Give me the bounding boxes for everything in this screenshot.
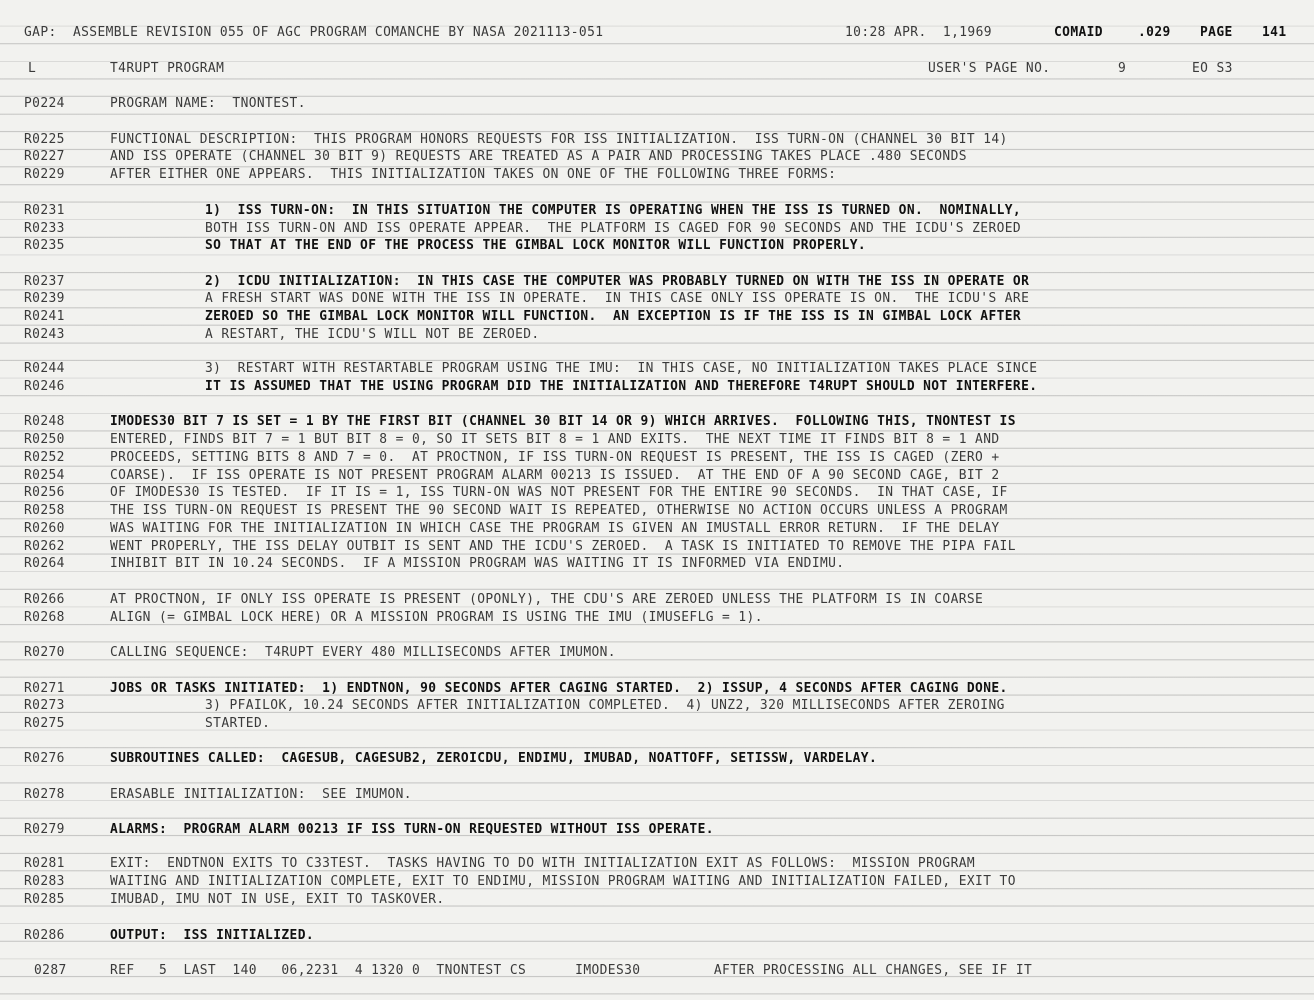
listing-line: [0, 502, 1314, 520]
listing-line: [0, 378, 1314, 396]
listing-line: [0, 855, 1314, 873]
listing-line: [0, 927, 1314, 945]
line-text: IMODES30 BIT 7 IS SET = 1 BY THE FIRST BIT (CHANNEL 30 BIT 14 OR 9) WHICH ARRIVES. FOLLOWING THIS, TNONTEST IS: [110, 414, 1016, 429]
listing-line: [0, 148, 1314, 166]
sequence-number: R0270: [24, 645, 65, 660]
line-text: ENTERED, FINDS BIT 7 = 1 BUT BIT 8 = 0, SO IT SETS BIT 8 = 1 AND EXITS. THE NEXT TIME IT FINDS BIT 8 = 1 AND: [110, 432, 1000, 447]
sequence-number: R0266: [24, 592, 65, 607]
line-text: ZEROED SO THE GIMBAL LOCK MONITOR WILL FUNCTION. AN EXCEPTION IS IF THE ISS IS IN GIMBAL LOCK AFTER: [205, 309, 1022, 324]
sequence-number: R0268: [24, 610, 65, 625]
listing-line: [0, 715, 1314, 733]
subheader-line: [0, 60, 1314, 78]
listing-line: [0, 555, 1314, 573]
listing-line: [0, 273, 1314, 291]
listing-line: [0, 962, 1314, 980]
sequence-number: R0279: [24, 822, 65, 837]
sequence-number: R0258: [24, 503, 65, 518]
line-text: SO THAT AT THE END OF THE PROCESS THE GIMBAL LOCK MONITOR WILL FUNCTION PROPERLY.: [205, 238, 867, 253]
listing-line: [0, 520, 1314, 538]
sequence-number: R0250: [24, 432, 65, 447]
listing-line: [0, 680, 1314, 698]
line-text: PROCEEDS, SETTING BITS 8 AND 7 = 0. AT PROCTNON, IF ISS TURN-ON REQUEST IS PRESENT, THE ISS IS CAGED (ZERO +: [110, 450, 1000, 465]
listing-line: [0, 166, 1314, 184]
sequence-number: R0262: [24, 539, 65, 554]
listing-line: [0, 360, 1314, 378]
sequence-number: R0231: [24, 203, 65, 218]
listing-line: [0, 413, 1314, 431]
sequence-number: R0244: [24, 361, 65, 376]
listing-line: [0, 290, 1314, 308]
subheader-program: T4RUPT PROGRAM: [110, 61, 225, 76]
listing-line: [0, 220, 1314, 238]
sequence-number: R0241: [24, 309, 65, 324]
line-text: A FRESH START WAS DONE WITH THE ISS IN OPERATE. IN THIS CASE ONLY ISS OPERATE IS ON. THE ICDU'S ARE: [205, 291, 1030, 306]
line-text: IMUBAD, IMU NOT IN USE, EXIT TO TASKOVER.: [110, 892, 445, 907]
line-text: CALLING SEQUENCE: T4RUPT EVERY 480 MILLISECONDS AFTER IMUMON.: [110, 645, 616, 660]
line-text: STARTED.: [205, 716, 271, 731]
sequence-number: R0248: [24, 414, 65, 429]
listing-line: [0, 891, 1314, 909]
listing-line: [0, 644, 1314, 662]
listing-line: [0, 821, 1314, 839]
header-time: 10:28 APR. 1,1969: [845, 25, 992, 40]
line-text: AND ISS OPERATE (CHANNEL 30 BIT 9) REQUESTS ARE TREATED AS A PAIR AND PROCESSING TAKES PLACE .480 SECONDS: [110, 149, 967, 164]
line-text: WAS WAITING FOR THE INITIALIZATION IN WHICH CASE THE PROGRAM IS GIVEN AN IMUSTALL ERROR RETURN. IF THE DELAY: [110, 521, 1000, 536]
line-text: 3) RESTART WITH RESTARTABLE PROGRAM USING THE IMU: IN THIS CASE, NO INITIALIZATION TAKES PLACE SINCE: [205, 361, 1038, 376]
line-text: ERASABLE INITIALIZATION: SEE IMUMON.: [110, 787, 412, 802]
line-text: ALIGN (= GIMBAL LOCK HERE) OR A MISSION PROGRAM IS USING THE IMU (IMUSEFLG = 1).: [110, 610, 763, 625]
header-comaid: COMAID: [1054, 25, 1103, 40]
sequence-number: 0287: [34, 963, 67, 978]
sequence-number: R0237: [24, 274, 65, 289]
listing-line: [0, 326, 1314, 344]
listing-line: [0, 873, 1314, 891]
listing-line: [0, 484, 1314, 502]
sequence-number: R0254: [24, 468, 65, 483]
line-text: REF 5 LAST 140 06,2231 4 1320 0 TNONTEST CS IMODES30 AFTER PROCESSING ALL CHANGES, SEE IF IT: [110, 963, 1033, 978]
line-text: PROGRAM NAME: TNONTEST.: [110, 96, 306, 111]
header-assembly-title: GAP: ASSEMBLE REVISION 055 OF AGC PROGRAM COMANCHE BY NASA 2021113-051: [24, 25, 604, 40]
line-text: THE ISS TURN-ON REQUEST IS PRESENT THE 90 SECOND WAIT IS REPEATED, OTHERWISE NO ACTION OCCURS UNLESS A PROGRAM: [110, 503, 1008, 518]
sequence-number: R0264: [24, 556, 65, 571]
line-text: OUTPUT: ISS INITIALIZED.: [110, 928, 315, 943]
line-text: AT PROCTNON, IF ONLY ISS OPERATE IS PRESENT (OPONLY), THE CDU'S ARE ZEROED UNLESS THE PLATFORM IS IN COARSE: [110, 592, 984, 607]
subheader-users-page: USER'S PAGE NO.: [928, 61, 1051, 76]
listing-line: [0, 538, 1314, 556]
line-text: ALARMS: PROGRAM ALARM 00213 IF ISS TURN-ON REQUESTED WITHOUT ISS OPERATE.: [110, 822, 714, 837]
line-text: OF IMODES30 IS TESTED. IF IT IS = 1, ISS TURN-ON WAS NOT PRESENT FOR THE ENTIRE 90 SECONDS. IN THAT CASE, IF: [110, 485, 1008, 500]
sequence-number: R0276: [24, 751, 65, 766]
sequence-number: R0239: [24, 291, 65, 306]
subheader-eo: EO S3: [1192, 61, 1233, 76]
line-text: BOTH ISS TURN-ON AND ISS OPERATE APPEAR. THE PLATFORM IS CAGED FOR 90 SECONDS AND THE ICDU'S ZEROED: [205, 221, 1022, 236]
sequence-number: R0252: [24, 450, 65, 465]
subheader-marker: L: [28, 61, 37, 76]
sequence-number: R0233: [24, 221, 65, 236]
sequence-number: R0260: [24, 521, 65, 536]
sequence-number: R0246: [24, 379, 65, 394]
line-text: INHIBIT BIT IN 10.24 SECONDS. IF A MISSION PROGRAM WAS WAITING IT IS INFORMED VIA ENDIMU.: [110, 556, 845, 571]
listing-line: [0, 697, 1314, 715]
sequence-number: R0281: [24, 856, 65, 871]
sequence-number: R0285: [24, 892, 65, 907]
sequence-number: R0227: [24, 149, 65, 164]
listing-line: [0, 609, 1314, 627]
sequence-number: R0243: [24, 327, 65, 342]
line-text: 2) ICDU INITIALIZATION: IN THIS CASE THE COMPUTER WAS PROBABLY TURNED ON WITH THE ISS IN OPERATE OR: [205, 274, 1030, 289]
sequence-number: R0225: [24, 132, 65, 147]
sequence-number: R0256: [24, 485, 65, 500]
subheader-users-page-number: 9: [1118, 61, 1127, 76]
line-text: A RESTART, THE ICDU'S WILL NOT BE ZEROED.: [205, 327, 540, 342]
line-text: AFTER EITHER ONE APPEARS. THIS INITIALIZATION TAKES ON ONE OF THE FOLLOWING THREE FORMS:: [110, 167, 837, 182]
listing-line: [0, 431, 1314, 449]
listing-line: [0, 237, 1314, 255]
header-code: .029: [1138, 25, 1171, 40]
line-text: EXIT: ENDTNON EXITS TO C33TEST. TASKS HAVING TO DO WITH INITIALIZATION EXIT AS FOLLOWS: MISSION PROGRAM: [110, 856, 976, 871]
line-text: JOBS OR TASKS INITIATED: 1) ENDTNON, 90 SECONDS AFTER CAGING STARTED. 2) ISSUP, 4 SECONDS AFTER CAGING DONE.: [110, 681, 1008, 696]
listing-line: [0, 95, 1314, 113]
header-line: [0, 24, 1314, 42]
listing-line: [0, 449, 1314, 467]
sequence-number: R0229: [24, 167, 65, 182]
line-text: COARSE). IF ISS OPERATE IS NOT PRESENT PROGRAM ALARM 00213 IS ISSUED. AT THE END OF A 90 SECOND CAGE, BIT 2: [110, 468, 1000, 483]
sequence-number: R0273: [24, 698, 65, 713]
sequence-number: R0271: [24, 681, 65, 696]
listing-line: [0, 591, 1314, 609]
sequence-number: P0224: [24, 96, 65, 111]
listing-line: [0, 131, 1314, 149]
line-text: WAITING AND INITIALIZATION COMPLETE, EXIT TO ENDIMU, MISSION PROGRAM WAITING AND INITIALIZATION FAILED, EXIT TO: [110, 874, 1016, 889]
sequence-number: R0286: [24, 928, 65, 943]
line-text: WENT PROPERLY, THE ISS DELAY OUTBIT IS SENT AND THE ICDU'S ZEROED. A TASK IS INITIATED TO REMOVE THE PIPA FAIL: [110, 539, 1016, 554]
sequence-number: R0283: [24, 874, 65, 889]
header-page-number: 141: [1262, 25, 1287, 40]
line-text: FUNCTIONAL DESCRIPTION: THIS PROGRAM HONORS REQUESTS FOR ISS INITIALIZATION. ISS TURN-ON (CHANNEL 30 BIT 14): [110, 132, 1008, 147]
listing-line: [0, 786, 1314, 804]
line-text: IT IS ASSUMED THAT THE USING PROGRAM DID THE INITIALIZATION AND THEREFORE T4RUPT SHOULD NOT INTERFERE.: [205, 379, 1038, 394]
header-page-label: PAGE: [1200, 25, 1233, 40]
line-text: SUBROUTINES CALLED: CAGESUB, CAGESUB2, ZEROICDU, ENDIMU, IMUBAD, NOATTOFF, SETISSW, VARDELAY.: [110, 751, 878, 766]
line-text: 3) PFAILOK, 10.24 SECONDS AFTER INITIALIZATION COMPLETED. 4) UNZ2, 320 MILLISECONDS AFTER ZEROING: [205, 698, 1005, 713]
listing-line: [0, 308, 1314, 326]
sequence-number: R0278: [24, 787, 65, 802]
listing-line: [0, 750, 1314, 768]
line-text: 1) ISS TURN-ON: IN THIS SITUATION THE COMPUTER IS OPERATING WHEN THE ISS IS TURNED ON. NOMINALLY,: [205, 203, 1022, 218]
sequence-number: R0275: [24, 716, 65, 731]
sequence-number: R0235: [24, 238, 65, 253]
listing-line: [0, 467, 1314, 485]
listing-line: [0, 202, 1314, 220]
